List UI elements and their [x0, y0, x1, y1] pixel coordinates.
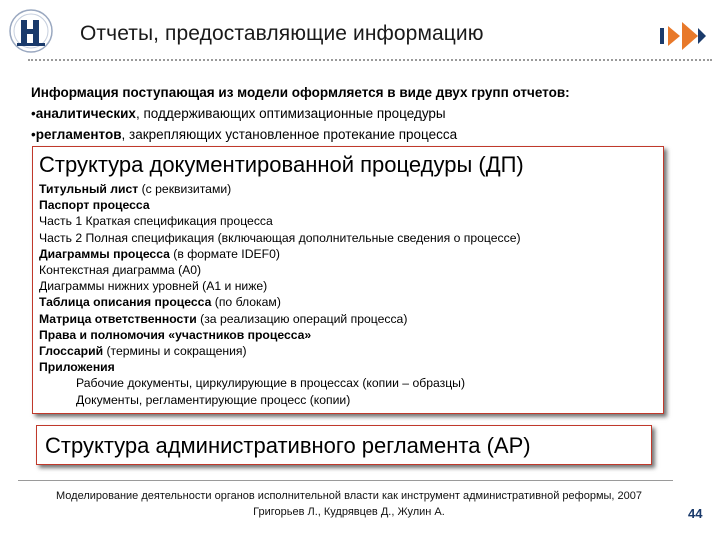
intro-item-text: , закрепляющих установленное протекание процесса: [121, 127, 458, 142]
list-item-text: Контекстная диаграмма (А0): [39, 263, 202, 278]
footer-authors: Григорьев Л., Кудрявцев Д., Жулин А.: [253, 506, 445, 518]
list-item: [39, 294, 657, 310]
dp-structure-list: [39, 181, 657, 408]
footer-divider: [18, 480, 673, 481]
list-item: [39, 181, 657, 197]
ar-structure-box: [36, 425, 652, 465]
list-item-text: Часть 2 Полная спецификация (включающая дополнительные сведения о процессе): [39, 230, 521, 245]
bullet: •: [31, 106, 36, 121]
slide-title: Отчеты, предоставляющие информацию: [80, 22, 484, 45]
intro-item-bold: регламентов: [35, 127, 122, 142]
list-item: [39, 230, 657, 246]
intro-item-text: , поддерживающих оптимизационные процедуры: [135, 106, 446, 121]
next-slide-arrows-icon[interactable]: [660, 18, 708, 54]
intro-item-regulations: [31, 124, 711, 145]
footer: [18, 488, 680, 520]
list-item-bold: Глоссарий: [39, 344, 104, 359]
intro-item-analytic: [31, 103, 711, 124]
list-item-bold: Приложения: [39, 360, 115, 375]
ar-structure-heading: Структура административного регламента (АР): [45, 433, 531, 458]
title-divider: [28, 59, 712, 61]
list-item-text: (с реквизитами): [138, 182, 232, 196]
dp-structure-heading: Структура документированной процедуры (ДП): [39, 152, 524, 177]
list-item-text: Часть 1 Краткая спецификация процесса: [39, 214, 273, 229]
list-item-bold: Матрица ответственности: [39, 311, 197, 326]
list-item-text: (в формате IDEF0): [169, 246, 280, 261]
list-item-bold: Таблица описания процесса: [39, 295, 212, 310]
list-item-text: (термины и сокращения): [103, 344, 247, 359]
intro-text: [31, 82, 711, 145]
list-item: [39, 311, 657, 327]
list-item-bold: Диаграммы процесса: [39, 246, 170, 261]
list-item-bold: Паспорт процесса: [39, 198, 150, 213]
list-item: [39, 327, 657, 343]
list-sub-item: Документы, регламентирующие процесс (копии): [76, 392, 351, 407]
list-item-text: (по блокам): [211, 295, 281, 310]
intro-lead: Информация поступающая из модели оформляется в виде двух групп отчетов:: [31, 85, 570, 100]
list-item: [39, 197, 657, 213]
intro-item-bold: аналитических: [35, 106, 136, 121]
list-item: [39, 343, 657, 359]
list-sub-item: Рабочие документы, циркулирующие в процессах (копии – образцы): [76, 376, 466, 391]
list-item-text: Диаграммы нижних уровней (А1 и ниже): [39, 279, 268, 294]
list-item: [39, 262, 657, 278]
page-number: 44: [688, 506, 703, 521]
footer-line-1: Моделирование деятельности органов исполнительной власти как инструмент административной реформы, 2007: [55, 490, 642, 502]
list-item-bold: Права и полномочия «участников процесса»: [39, 327, 312, 342]
hse-logo-icon: [8, 8, 54, 54]
list-item: [39, 359, 657, 375]
dp-structure-box: [32, 146, 664, 414]
list-item-bold: Титульный лист: [39, 182, 139, 196]
list-item: [39, 278, 657, 294]
list-item: [39, 246, 657, 262]
list-item: [39, 213, 657, 229]
bullet: •: [31, 127, 36, 142]
list-item-text: (за реализацию операций процесса): [196, 311, 408, 326]
